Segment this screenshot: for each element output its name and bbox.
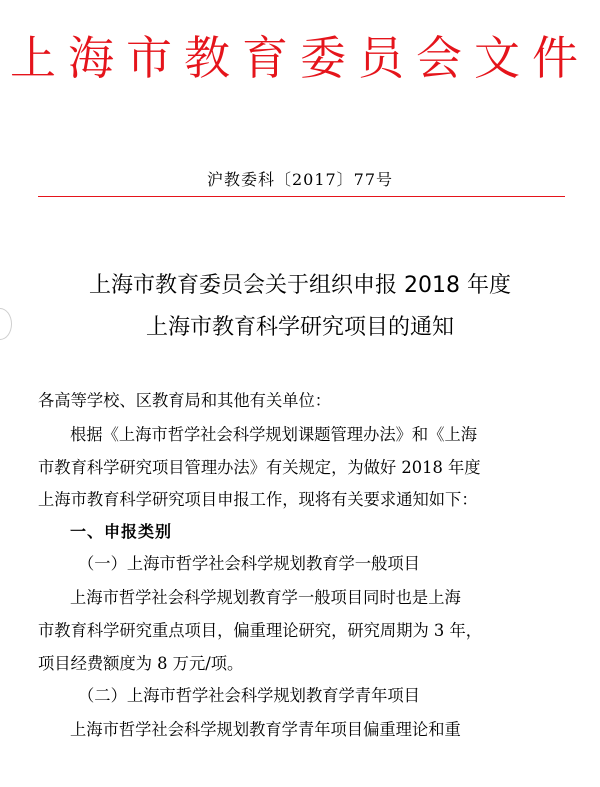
issuing-agency-header: 上海市教育委员会文件 — [10, 31, 590, 85]
intro-paragraph-line: 市教育科学研究项目管理办法》有关规定，为做好 2018 年度 — [38, 458, 481, 477]
subsection-heading: （一）上海市哲学社会科学规划教育学一般项目 — [78, 554, 420, 573]
subsection-paragraph-line: 上海市哲学社会科学规划教育学一般项目同时也是上海 — [70, 588, 461, 607]
salutation: 各高等学校、区教育局和其他有关单位： — [38, 391, 332, 410]
subsection-paragraph-line: 市教育科学研究重点项目，偏重理论研究，研究周期为 3 年， — [38, 621, 483, 640]
subsection-paragraph-line: 项目经费额度为 8 万元/项。 — [38, 654, 244, 673]
subsection-paragraph-line: 上海市哲学社会科学规划教育学青年项目偏重理论和重 — [70, 720, 461, 739]
subsection-heading: （二）上海市哲学社会科学规划教育学青年项目 — [78, 686, 420, 705]
notice-title-line-1: 上海市教育委员会关于组织申报 2018 年度 — [89, 273, 511, 298]
red-divider-line — [38, 196, 565, 197]
document-number: 沪教委科〔2017〕77号 — [206, 170, 394, 189]
section-heading: 一、申报类别 — [70, 522, 173, 541]
intro-paragraph-line: 根据《上海市哲学社会科学规划课题管理办法》和《上海 — [70, 425, 478, 444]
intro-paragraph-line: 上海市教育科学研究项目申报工作，现将有关要求通知如下： — [38, 490, 478, 509]
notice-title-line-2: 上海市教育科学研究项目的通知 — [145, 315, 454, 340]
